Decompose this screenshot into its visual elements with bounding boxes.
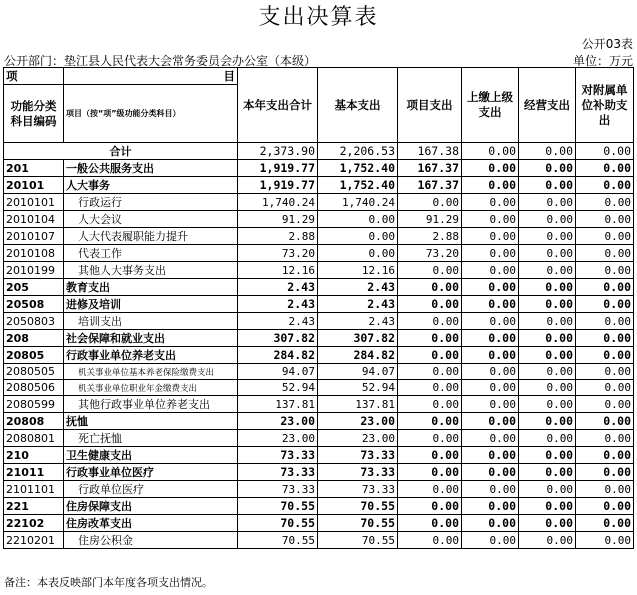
row-total[interactable]: 73.33: [238, 447, 318, 464]
header-business[interactable]: 经营支出: [519, 68, 576, 143]
header-upper[interactable]: 上缴上级支出: [462, 68, 519, 143]
table-row: [4, 447, 634, 464]
row-business[interactable]: 0.00: [519, 515, 576, 532]
row-total[interactable]: 137.81: [238, 396, 318, 413]
row-name[interactable]: 机关事业单位职业年金缴费支出: [64, 380, 238, 396]
row-business[interactable]: 0.00: [519, 296, 576, 313]
table-row: [4, 347, 634, 364]
header-total[interactable]: 本年支出合计: [238, 68, 318, 143]
row-code[interactable]: 201: [4, 160, 64, 177]
row-project[interactable]: 167.37: [398, 177, 462, 194]
row-basic[interactable]: 52.94: [318, 380, 398, 396]
row-total[interactable]: 284.82: [238, 347, 318, 364]
row-subsidy[interactable]: 0.00: [576, 330, 634, 347]
row-business[interactable]: 0.00: [519, 177, 576, 194]
table-row: [4, 380, 634, 396]
row-basic[interactable]: 73.33: [318, 481, 398, 498]
row-upper[interactable]: 0.00: [462, 245, 519, 262]
row-project[interactable]: 0.00: [398, 194, 462, 211]
row-basic[interactable]: 137.81: [318, 396, 398, 413]
total-basic[interactable]: 2,206.53: [318, 143, 398, 160]
table-row: [4, 498, 634, 515]
row-total[interactable]: 2.43: [238, 279, 318, 296]
row-basic[interactable]: 12.16: [318, 262, 398, 279]
row-basic[interactable]: 307.82: [318, 330, 398, 347]
row-project[interactable]: 0.00: [398, 481, 462, 498]
row-total[interactable]: 73.33: [238, 464, 318, 481]
row-name[interactable]: 一般公共服务支出: [64, 160, 238, 177]
row-subsidy[interactable]: 0.00: [576, 194, 634, 211]
row-upper[interactable]: 0.00: [462, 177, 519, 194]
row-basic[interactable]: 94.07: [318, 364, 398, 380]
row-upper[interactable]: 0.00: [462, 413, 519, 430]
form-number: 公开03表: [581, 37, 633, 51]
row-code[interactable]: 2080801: [4, 430, 64, 447]
row-name[interactable]: 社会保障和就业支出: [64, 330, 238, 347]
row-project[interactable]: 0.00: [398, 515, 462, 532]
row-name[interactable]: 抚恤: [64, 413, 238, 430]
row-project[interactable]: 91.29: [398, 211, 462, 228]
table-row: [4, 177, 634, 194]
row-code[interactable]: 20101: [4, 177, 64, 194]
row-basic[interactable]: 73.33: [318, 447, 398, 464]
row-code[interactable]: 221: [4, 498, 64, 515]
row-upper[interactable]: 0.00: [462, 194, 519, 211]
row-project[interactable]: 0.00: [398, 262, 462, 279]
table-row: [4, 194, 634, 211]
row-project[interactable]: 0.00: [398, 380, 462, 396]
row-total[interactable]: 94.07: [238, 364, 318, 380]
row-total[interactable]: 2.43: [238, 313, 318, 330]
row-basic[interactable]: 1,752.40: [318, 177, 398, 194]
table-row: [4, 296, 634, 313]
table-row: [4, 279, 634, 296]
row-project[interactable]: 0.00: [398, 447, 462, 464]
row-business[interactable]: 0.00: [519, 279, 576, 296]
row-upper[interactable]: 0.00: [462, 211, 519, 228]
row-code[interactable]: 2010199: [4, 262, 64, 279]
row-total[interactable]: 23.00: [238, 413, 318, 430]
row-basic[interactable]: 23.00: [318, 430, 398, 447]
row-upper[interactable]: 0.00: [462, 464, 519, 481]
row-name[interactable]: 住房保障支出: [64, 498, 238, 515]
row-subsidy[interactable]: 0.00: [576, 160, 634, 177]
row-subsidy[interactable]: 0.00: [576, 245, 634, 262]
row-total[interactable]: 307.82: [238, 330, 318, 347]
row-subsidy[interactable]: 0.00: [576, 177, 634, 194]
row-project[interactable]: 0.00: [398, 532, 462, 549]
row-business[interactable]: 0.00: [519, 194, 576, 211]
row-name[interactable]: 行政事业单位医疗: [64, 464, 238, 481]
row-code[interactable]: 210: [4, 447, 64, 464]
row-upper[interactable]: 0.00: [462, 481, 519, 498]
row-project[interactable]: 0.00: [398, 498, 462, 515]
row-project[interactable]: 73.20: [398, 245, 462, 262]
table-row: [4, 330, 634, 347]
row-business[interactable]: 0.00: [519, 481, 576, 498]
row-upper[interactable]: 0.00: [462, 498, 519, 515]
page-title: 支出决算表: [258, 5, 379, 30]
row-total[interactable]: 52.94: [238, 380, 318, 396]
row-subsidy[interactable]: 0.00: [576, 413, 634, 430]
row-upper[interactable]: 0.00: [462, 262, 519, 279]
row-project[interactable]: 0.00: [398, 430, 462, 447]
header-project[interactable]: 项目支出: [398, 68, 462, 143]
row-total[interactable]: 23.00: [238, 430, 318, 447]
row-total[interactable]: 1,740.24: [238, 194, 318, 211]
row-project[interactable]: 2.88: [398, 228, 462, 245]
row-basic[interactable]: 0.00: [318, 228, 398, 245]
row-project[interactable]: 0.00: [398, 464, 462, 481]
row-basic[interactable]: 73.33: [318, 464, 398, 481]
row-upper[interactable]: 0.00: [462, 313, 519, 330]
row-name[interactable]: 培训支出: [64, 313, 238, 330]
row-project[interactable]: 167.37: [398, 160, 462, 177]
dept-line: [4, 52, 633, 68]
row-business[interactable]: 0.00: [519, 364, 576, 380]
row-project[interactable]: 0.00: [398, 396, 462, 413]
total-upper[interactable]: 0.00: [462, 143, 519, 160]
row-business[interactable]: 0.00: [519, 498, 576, 515]
unit-label: 单位：万元: [572, 54, 633, 68]
table-row: [4, 464, 634, 481]
row-subsidy[interactable]: 0.00: [576, 228, 634, 245]
table-row: [4, 262, 634, 279]
row-basic[interactable]: 0.00: [318, 245, 398, 262]
row-upper[interactable]: 0.00: [462, 347, 519, 364]
total-total[interactable]: 2,373.90: [238, 143, 318, 160]
header-item-cell[interactable]: [4, 68, 64, 85]
row-upper[interactable]: 0.00: [462, 330, 519, 347]
row-subsidy[interactable]: 0.00: [576, 498, 634, 515]
row-code[interactable]: 20508: [4, 296, 64, 313]
row-business[interactable]: 0.00: [519, 313, 576, 330]
row-basic[interactable]: 1,752.40: [318, 160, 398, 177]
total-row: [4, 143, 634, 160]
row-total[interactable]: 2.43: [238, 296, 318, 313]
row-business[interactable]: 0.00: [519, 160, 576, 177]
row-code[interactable]: 2101101: [4, 481, 64, 498]
header-item-label: 项: [6, 68, 18, 83]
row-upper[interactable]: 0.00: [462, 296, 519, 313]
row-code[interactable]: 21011: [4, 464, 64, 481]
total-subsidy[interactable]: 0.00: [576, 143, 634, 160]
row-basic[interactable]: 23.00: [318, 413, 398, 430]
row-subsidy[interactable]: 0.00: [576, 430, 634, 447]
row-project[interactable]: 0.00: [398, 279, 462, 296]
row-business[interactable]: 0.00: [519, 347, 576, 364]
row-business[interactable]: 0.00: [519, 464, 576, 481]
row-business[interactable]: 0.00: [519, 430, 576, 447]
footnote: 备注：本表反映部门本年度各项支出情况。: [4, 576, 213, 589]
table-row: [4, 364, 634, 380]
row-basic[interactable]: 2.43: [318, 313, 398, 330]
row-code[interactable]: 2080505: [4, 364, 64, 380]
header-name[interactable]: 项目（按“项”级功能分类科目）: [64, 85, 238, 143]
row-subsidy[interactable]: 0.00: [576, 380, 634, 396]
row-upper[interactable]: 0.00: [462, 228, 519, 245]
row-project[interactable]: 0.00: [398, 364, 462, 380]
table-row: [4, 481, 634, 498]
row-subsidy[interactable]: 0.00: [576, 364, 634, 380]
row-name[interactable]: 死亡抚恤: [64, 430, 238, 447]
row-subsidy[interactable]: 0.00: [576, 313, 634, 330]
table-row: [4, 211, 634, 228]
header-mu-cell[interactable]: [64, 68, 238, 85]
row-upper[interactable]: 0.00: [462, 279, 519, 296]
row-subsidy[interactable]: 0.00: [576, 464, 634, 481]
row-subsidy[interactable]: 0.00: [576, 262, 634, 279]
row-name[interactable]: 其他人大事务支出: [64, 262, 238, 279]
row-upper[interactable]: 0.00: [462, 430, 519, 447]
row-code[interactable]: 2010101: [4, 194, 64, 211]
row-upper[interactable]: 0.00: [462, 160, 519, 177]
row-project[interactable]: 0.00: [398, 347, 462, 364]
row-subsidy[interactable]: 0.00: [576, 532, 634, 549]
dept-label: 公开部门：垫江县人民代表大会常务委员会办公室（本级）: [4, 54, 317, 68]
row-name[interactable]: 其他行政事业单位养老支出: [64, 396, 238, 413]
table-row: [4, 245, 634, 262]
row-upper[interactable]: 0.00: [462, 364, 519, 380]
row-basic[interactable]: 70.55: [318, 498, 398, 515]
row-name[interactable]: 住房改革支出: [64, 515, 238, 532]
table-row: [4, 228, 634, 245]
row-code[interactable]: 2080599: [4, 396, 64, 413]
table-row: [4, 515, 634, 532]
row-code[interactable]: 208: [4, 330, 64, 347]
table-row: [4, 430, 634, 447]
row-basic[interactable]: 0.00: [318, 211, 398, 228]
row-basic[interactable]: 2.43: [318, 296, 398, 313]
row-business[interactable]: 0.00: [519, 447, 576, 464]
expense-table: [3, 67, 634, 549]
row-name[interactable]: 行政事业单位养老支出: [64, 347, 238, 364]
row-name[interactable]: 进修及培训: [64, 296, 238, 313]
table-row: [4, 413, 634, 430]
row-name[interactable]: 人大会议: [64, 211, 238, 228]
row-business[interactable]: 0.00: [519, 396, 576, 413]
row-code[interactable]: 205: [4, 279, 64, 296]
row-code[interactable]: 2050803: [4, 313, 64, 330]
row-upper[interactable]: 0.00: [462, 380, 519, 396]
row-business[interactable]: 0.00: [519, 245, 576, 262]
row-total[interactable]: 2.88: [238, 228, 318, 245]
row-subsidy[interactable]: 0.00: [576, 447, 634, 464]
row-subsidy[interactable]: 0.00: [576, 347, 634, 364]
row-business[interactable]: 0.00: [519, 228, 576, 245]
header-mu-label: 目: [223, 68, 235, 83]
row-name[interactable]: 教育支出: [64, 279, 238, 296]
header-subsidy[interactable]: 对附属单位补助支出: [576, 68, 634, 143]
row-basic[interactable]: 284.82: [318, 347, 398, 364]
row-name[interactable]: 人大代表履职能力提升: [64, 228, 238, 245]
row-name[interactable]: 机关事业单位基本养老保险缴费支出: [64, 364, 238, 380]
total-business[interactable]: 0.00: [519, 143, 576, 160]
row-project[interactable]: 0.00: [398, 413, 462, 430]
row-total[interactable]: 1,919.77: [238, 177, 318, 194]
row-total[interactable]: 70.55: [238, 532, 318, 549]
row-project[interactable]: 0.00: [398, 296, 462, 313]
row-total[interactable]: 70.55: [238, 498, 318, 515]
row-business[interactable]: 0.00: [519, 413, 576, 430]
row-subsidy[interactable]: 0.00: [576, 396, 634, 413]
row-business[interactable]: 0.00: [519, 532, 576, 549]
row-project[interactable]: 0.00: [398, 313, 462, 330]
row-business[interactable]: 0.00: [519, 330, 576, 347]
row-upper[interactable]: 0.00: [462, 447, 519, 464]
row-basic[interactable]: 2.43: [318, 279, 398, 296]
row-code[interactable]: 20808: [4, 413, 64, 430]
row-name[interactable]: 人大事务: [64, 177, 238, 194]
row-name[interactable]: 代表工作: [64, 245, 238, 262]
row-total[interactable]: 91.29: [238, 211, 318, 228]
row-code[interactable]: 22102: [4, 515, 64, 532]
table-row: [4, 396, 634, 413]
row-code[interactable]: 2010104: [4, 211, 64, 228]
row-business[interactable]: 0.00: [519, 211, 576, 228]
row-subsidy[interactable]: 0.00: [576, 296, 634, 313]
row-name[interactable]: 卫生健康支出: [64, 447, 238, 464]
row-basic[interactable]: 1,740.24: [318, 194, 398, 211]
row-basic[interactable]: 70.55: [318, 532, 398, 549]
row-project[interactable]: 0.00: [398, 330, 462, 347]
header-basic[interactable]: 基本支出: [318, 68, 398, 143]
row-upper[interactable]: 0.00: [462, 532, 519, 549]
row-total[interactable]: 73.33: [238, 481, 318, 498]
row-total[interactable]: 70.55: [238, 515, 318, 532]
row-code[interactable]: 2010107: [4, 228, 64, 245]
row-total[interactable]: 1,919.77: [238, 160, 318, 177]
header-code[interactable]: 功能分类科目编码: [4, 85, 64, 143]
total-project[interactable]: 167.38: [398, 143, 462, 160]
row-subsidy[interactable]: 0.00: [576, 279, 634, 296]
row-business[interactable]: 0.00: [519, 262, 576, 279]
row-code[interactable]: 2080506: [4, 380, 64, 396]
table-row: [4, 532, 634, 549]
row-name[interactable]: 行政单位医疗: [64, 481, 238, 498]
row-upper[interactable]: 0.00: [462, 515, 519, 532]
row-code[interactable]: 2010108: [4, 245, 64, 262]
row-code[interactable]: 2210201: [4, 532, 64, 549]
row-total[interactable]: 73.20: [238, 245, 318, 262]
table-row: [4, 313, 634, 330]
row-business[interactable]: 0.00: [519, 380, 576, 396]
row-upper[interactable]: 0.00: [462, 396, 519, 413]
table-row: [4, 160, 634, 177]
row-basic[interactable]: 70.55: [318, 515, 398, 532]
row-name[interactable]: 住房公积金: [64, 532, 238, 549]
total-label[interactable]: 合计: [4, 143, 238, 160]
row-subsidy[interactable]: 0.00: [576, 515, 634, 532]
row-code[interactable]: 20805: [4, 347, 64, 364]
row-name[interactable]: 行政运行: [64, 194, 238, 211]
row-total[interactable]: 12.16: [238, 262, 318, 279]
row-subsidy[interactable]: 0.00: [576, 211, 634, 228]
row-subsidy[interactable]: 0.00: [576, 481, 634, 498]
